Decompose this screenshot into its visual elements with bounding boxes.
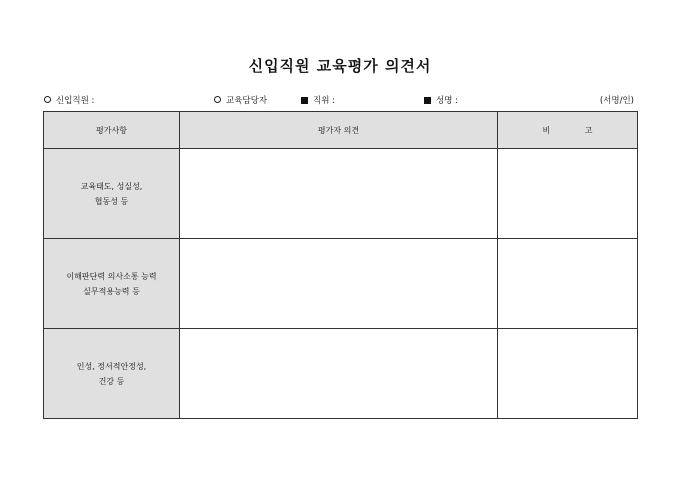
new-employee-field[interactable] [44,94,94,106]
new-employee-label: 신입직원 : [56,96,95,106]
table-row [44,239,638,329]
opinion-cell[interactable] [180,149,498,239]
evaluation-table [43,111,638,419]
name-field[interactable] [424,94,458,106]
row-label [44,239,180,329]
remarks-cell[interactable] [498,149,638,239]
row-label [44,329,180,419]
opinion-cell[interactable] [180,239,498,329]
header-remarks-label: 비 고 [542,125,609,135]
circle-bullet-icon [44,96,51,103]
table-header-row [44,112,638,149]
circle-bullet-icon [214,96,221,103]
header-item: 평가사항 [44,112,180,149]
table-row [44,329,638,419]
name-label: 성명 : [436,96,458,106]
row-label-line2: 협동성 등 [94,196,129,206]
header-remarks [498,112,638,149]
row-label-line2: 건강 등 [98,376,125,386]
trainer-field [214,94,267,106]
trainer-label: 교육담당자 [226,96,268,106]
remarks-cell[interactable] [498,329,638,419]
square-bullet-icon [424,97,431,104]
row-label-line1: 교육태도, 성실성, [80,181,143,191]
remarks-cell[interactable] [498,239,638,329]
signature-label: (서명/인) [599,96,634,106]
row-label [44,149,180,239]
row-label-line1: 이해판단력 의사소통 능력 [66,271,157,281]
position-field[interactable] [301,94,335,106]
square-bullet-icon [301,97,308,104]
table-row [44,149,638,239]
position-label: 직위 : [313,96,335,106]
row-label-line2: 실무적용능력 등 [83,286,140,296]
row-label-line1: 인성, 정서적안정성, [76,361,147,371]
header-opinion: 평가자 의견 [180,112,498,149]
page-title: 신입직원 교육평가 의견서 [248,57,432,75]
opinion-cell[interactable] [180,329,498,419]
